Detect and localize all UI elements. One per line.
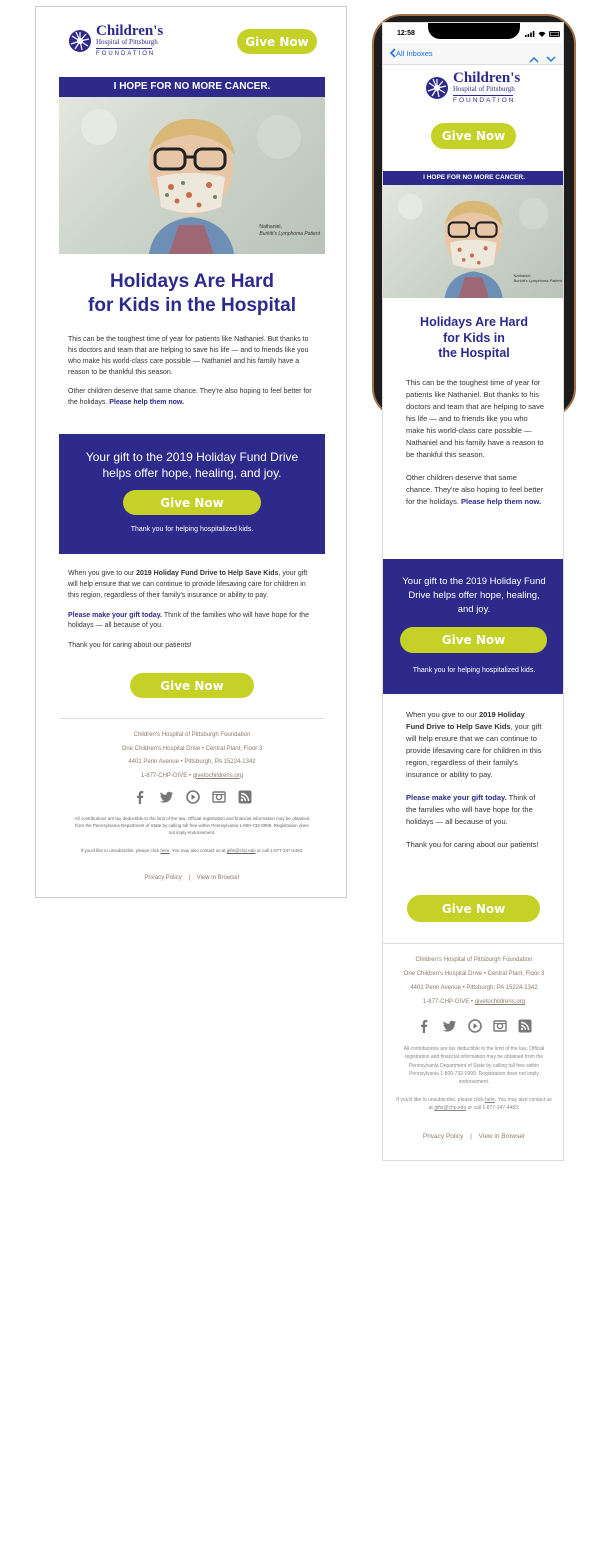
mobile-hero-photo <box>383 185 564 298</box>
mobile-intro-text <box>406 377 544 508</box>
unsubscribe-text <box>59 847 325 854</box>
headline-line: for Kids in the Hospital <box>88 294 296 316</box>
footer-phone: 1-877-CHP-GIVE • <box>422 999 475 1005</box>
closing-paragraph-1 <box>68 569 318 602</box>
logo-foundation: FOUNDATION <box>96 51 156 57</box>
instagram-icon[interactable] <box>493 1019 507 1033</box>
promo-thanks: Thank you for helping hospitalized kids. <box>130 526 254 533</box>
footer-address-1: One Children's Hospital Drive • Central Plant, Floor 3 <box>403 971 545 977</box>
logo-name: Children's <box>96 23 164 39</box>
unsubscribe-text <box>395 1096 553 1113</box>
photo-caption-detail: Burkitt's Lymphoma Patient <box>513 278 562 284</box>
closing-span: When you give to our <box>406 710 479 719</box>
legal-text: All contributions are tax deductible to the limit of the law. Official registration and financial information may be obtained from the Pennsylvania Department of State by calling toll free within Pennsylvania 1-800-732-0999. Registration does not imply endorsement. <box>403 1046 545 1085</box>
chevron-left-icon <box>389 48 396 58</box>
intro-text-span: Other children deserve that same chance. They're also hoping to feel better for the holidays. <box>68 388 312 407</box>
photo-caption-detail: Burkitt's Lymphoma Patient <box>259 230 320 237</box>
header-give-now-button[interactable]: Give Now <box>237 29 317 54</box>
privacy-policy-link[interactable]: Privacy Policy <box>144 875 182 881</box>
intro-paragraph-2 <box>68 387 318 409</box>
back-to-inboxes[interactable] <box>389 48 433 58</box>
mobile-footer-links <box>383 1133 564 1140</box>
mobile-promo-box <box>383 559 564 694</box>
mobile-footer-give-now-button[interactable]: Give Now <box>407 895 540 922</box>
social-links <box>59 790 325 804</box>
divider <box>59 718 325 719</box>
promo-thanks: Thank you for helping hospitalized kids. <box>412 667 536 674</box>
closing-paragraph-1 <box>406 709 544 781</box>
footer-address-1: One Children's Hospital Drive • Central Plant, Floor 3 <box>121 745 263 752</box>
footer-phone: 1-877-CHP-GIVE • <box>140 772 193 779</box>
logo-foundation: FOUNDATION <box>453 97 516 104</box>
unsub-span: If you'd like to unsubscribe, please click <box>396 1097 486 1103</box>
promo-box <box>59 434 325 554</box>
unsubscribe-link[interactable]: here <box>160 848 170 853</box>
closing-paragraph-2 <box>406 792 544 828</box>
youtube-icon[interactable] <box>186 790 200 804</box>
logo-subname: Hospital of Pittsburgh <box>96 38 158 46</box>
closing-paragraph-3: Thank you for caring about our patients! <box>68 642 192 650</box>
promo-headline: Your gift to the 2019 Holiday Fund Drive helps offer hope, healing, and joy. <box>402 576 546 615</box>
chevron-up-icon[interactable] <box>529 50 539 68</box>
rss-icon[interactable] <box>518 1019 532 1033</box>
status-time: 12:58 <box>397 30 415 37</box>
logo[interactable] <box>68 24 163 57</box>
intro-paragraph-2 <box>406 472 544 508</box>
battery-icon <box>549 31 561 37</box>
intro-paragraph-1: This can be the toughest time of year for patients like Nathaniel. But thanks to his doctors and team that are helping to save his life — and to friends like you who make his world-class care possible — Nathaniel and his family have a reason to be thankful this season. <box>406 378 545 459</box>
footer-separator: | <box>470 1133 472 1140</box>
mobile-promo-give-now-button[interactable]: Give Now <box>400 627 547 653</box>
footer-phone-line <box>59 770 325 784</box>
intro-paragraph-1: This can be the toughest time of year for patients like Nathaniel. But thanks to his doctors and team that are helping to save his life — and to friends like you who make his world-class care possible — Nathaniel and his family have a reason to be thankful this season. <box>68 336 309 376</box>
instagram-icon[interactable] <box>212 790 226 804</box>
mobile-hero-banner: I HOPE FOR NO MORE CANCER. <box>383 171 564 185</box>
sunburst-logo-icon <box>68 29 92 53</box>
mobile-header-give-now-button[interactable]: Give Now <box>431 123 516 149</box>
email-link[interactable]: gifts@chp.edu <box>434 1105 467 1112</box>
headline-line: Holidays Are Hard <box>109 271 274 292</box>
mobile-email-preview <box>382 22 564 1161</box>
page-title <box>59 270 325 318</box>
unsubscribe-link[interactable]: here <box>485 1097 496 1103</box>
status-icons <box>525 31 561 37</box>
website-link[interactable]: givetochildrens.org <box>192 772 244 779</box>
twitter-icon[interactable] <box>442 1019 457 1033</box>
closing-span: When you give to our <box>68 570 137 577</box>
help-them-link[interactable]: Please help them now. <box>109 399 185 407</box>
footer-info <box>59 729 325 783</box>
logo-subname: Hospital of Pittsburgh <box>453 85 515 93</box>
closing-paragraph-2 <box>68 611 318 633</box>
mobile-logo[interactable] <box>425 71 520 105</box>
photo-caption-name: Nathaniel, <box>259 224 282 230</box>
fund-drive-bold: 2019 Holiday Fund Drive to Help Save Kids <box>136 570 279 577</box>
legal-text: All contributions are tax deductible to the limit of the law. Official registration and financial information may be obtained from the Pennsylvania Department of State by calling toll free within Pennsylvania 1-800-732-0999. Registration does not imply endorsement. <box>74 816 310 836</box>
facebook-icon[interactable] <box>417 1019 431 1033</box>
help-them-link[interactable]: Please help them now. <box>461 497 542 506</box>
status-bar <box>383 23 564 43</box>
unsub-span: or call 1-877-247-4483. <box>466 1105 520 1112</box>
hero-photo <box>59 97 325 254</box>
make-gift-link[interactable]: Please make your gift today. <box>68 611 163 619</box>
headline-line: Holidays Are Hard <box>420 315 528 329</box>
view-in-browser-link[interactable]: View in Browser <box>196 875 240 881</box>
mobile-page-title <box>383 315 564 362</box>
footer-address-2: 4401 Penn Avenue • Pittsburgh, PA 15224-1342 <box>410 985 538 991</box>
fund-drive-bold: 2019 Holiday Fund Drive to Help Save Kids <box>406 710 525 731</box>
intro-text <box>68 335 318 409</box>
logo-name: Children's <box>453 70 521 86</box>
closing-span: , your gift will help ensure that we can continue to provide lifesaving care for children in this region, regardless of their family's insurance or ability to pay. <box>68 570 308 599</box>
unsub-span: . You may also contact us at <box>169 848 227 853</box>
wifi-icon <box>538 31 546 37</box>
email-link[interactable]: gifts@chp.edu <box>226 848 256 853</box>
footer-separator: | <box>188 875 190 881</box>
closing-span: Think of the families who will have hope for the holidays — all because of you. <box>68 611 309 630</box>
privacy-policy-link[interactable]: Privacy Policy <box>422 1133 464 1140</box>
youtube-icon[interactable] <box>468 1019 482 1033</box>
view-in-browser-link[interactable]: View in Browser <box>478 1133 526 1140</box>
closing-paragraph-3: Thank you for caring about our patients! <box>406 840 539 849</box>
promo-give-now-button[interactable]: Give Now <box>123 490 261 515</box>
mobile-footer-info <box>383 953 564 1009</box>
footer-org: Children's Hospital of Pittsburgh Foundation <box>415 957 533 963</box>
unsub-span: If you'd like to unsubscribe, please click <box>80 848 161 853</box>
closing-text <box>68 569 318 652</box>
promo-headline: Your gift to the 2019 Holiday Fund Drive helps offer hope, healing, and joy. <box>85 450 299 481</box>
intro-text-span: Other children deserve that same chance. They're also hoping to feel better for the holidays. <box>406 473 544 506</box>
divider <box>383 943 564 944</box>
desktop-email-preview <box>35 6 347 898</box>
unsub-span: . You may also contact us at <box>428 1097 552 1112</box>
closing-span: , your gift will help ensure that we can continue to provide lifesaving care for children in this region, regardless of their family's insurance or ability to pay. <box>406 722 542 779</box>
facebook-icon[interactable] <box>133 790 147 804</box>
footer-phone-line <box>383 995 564 1009</box>
mobile-closing-text <box>406 709 544 851</box>
closing-span: Think of the families who will have hope for the holidays — all because of you. <box>406 793 536 826</box>
headline-line: for Kids in <box>443 330 505 345</box>
chevron-down-icon[interactable] <box>546 50 556 68</box>
headline-line: the Hospital <box>438 346 510 361</box>
website-link[interactable]: givetochildrens.org <box>474 999 526 1005</box>
photo-caption-name: Nathaniel, <box>513 273 532 278</box>
make-gift-link[interactable]: Please make your gift today. <box>406 793 507 802</box>
signal-icon <box>525 31 535 37</box>
footer-address-2: 4401 Penn Avenue • Pittsburgh, PA 15224-1342 <box>128 759 256 765</box>
rss-icon[interactable] <box>238 790 252 804</box>
twitter-icon[interactable] <box>159 790 174 804</box>
footer-give-now-button[interactable]: Give Now <box>130 673 254 698</box>
back-label: All Inboxes <box>396 48 433 58</box>
mobile-social-links <box>383 1019 564 1033</box>
footer-org: Children's Hospital of Pittsburgh Foundation <box>133 732 251 738</box>
footer-links <box>59 875 325 881</box>
hero-banner: I HOPE FOR NO MORE CANCER. <box>59 77 325 97</box>
mail-nav-bar <box>383 43 564 65</box>
sunburst-logo-icon <box>425 76 449 100</box>
phone-notch <box>428 23 520 39</box>
unsub-span: or call 1-877-247-4483. <box>255 848 304 853</box>
